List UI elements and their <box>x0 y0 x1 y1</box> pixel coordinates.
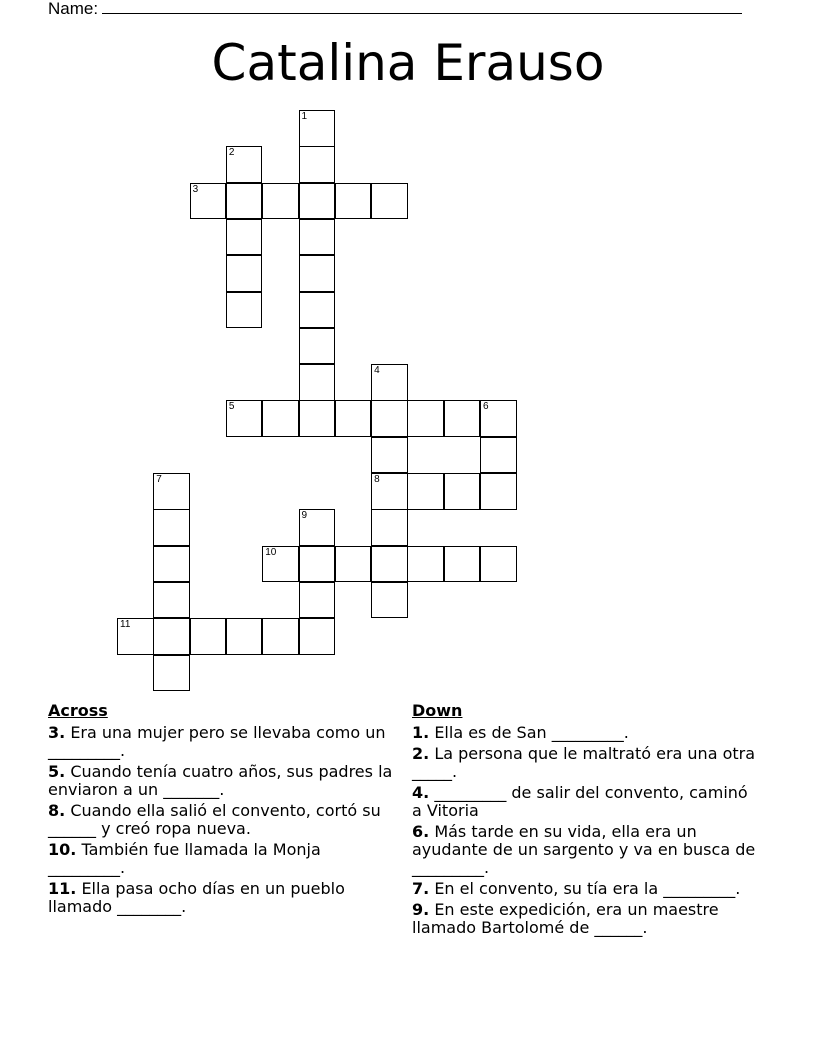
clue-number: 4. <box>412 783 430 802</box>
clue-number: 9. <box>412 900 430 919</box>
grid-cell[interactable] <box>299 292 336 329</box>
page-title: Catalina Erauso <box>211 34 605 92</box>
clue-number: 1. <box>412 723 430 742</box>
cell-number: 10 <box>265 546 277 558</box>
grid-cell[interactable] <box>371 437 408 474</box>
grid-cell[interactable] <box>335 400 372 437</box>
grid-cell[interactable] <box>407 546 444 583</box>
down-clue <box>412 880 757 898</box>
grid-cell[interactable] <box>299 183 336 220</box>
grid-cell[interactable] <box>226 183 263 220</box>
grid-cell[interactable] <box>153 473 190 510</box>
across-heading: Across <box>48 701 108 720</box>
grid-cell[interactable] <box>153 546 190 583</box>
grid-cell[interactable] <box>299 618 336 655</box>
grid-cell[interactable] <box>371 582 408 619</box>
grid-cell[interactable] <box>299 400 336 437</box>
grid-cell[interactable] <box>226 219 263 256</box>
clue-number: 3. <box>48 723 66 742</box>
grid-cell[interactable] <box>371 473 408 510</box>
down-clue <box>412 724 757 742</box>
cell-number: 2 <box>228 147 235 159</box>
clue-text: También fue llamada la Monja _________. <box>48 840 321 877</box>
cell-number: 7 <box>156 474 162 485</box>
grid-cell[interactable] <box>335 546 372 583</box>
across-clue <box>48 802 393 838</box>
grid-cell[interactable] <box>480 546 517 583</box>
clue-number: 6. <box>412 822 430 841</box>
down-heading: Down <box>412 701 463 720</box>
clue-text: En el convento, su tía era la _________. <box>434 879 741 898</box>
grid-cell[interactable] <box>444 473 481 510</box>
grid-cell[interactable] <box>226 292 263 329</box>
grid-cell[interactable] <box>190 183 227 220</box>
grid-cell[interactable] <box>299 509 336 546</box>
clue-text: _________ de salir del convento, caminó a Vitoria <box>412 783 748 820</box>
grid-cell[interactable] <box>371 546 408 583</box>
clue-text: Cuando ella salió el convento, cortó su ______ y creó ropa nueva. <box>48 801 381 838</box>
grid-cell[interactable] <box>407 400 444 437</box>
grid-cell[interactable] <box>480 400 517 437</box>
grid-cell[interactable] <box>190 618 227 655</box>
grid-cell[interactable] <box>299 582 336 619</box>
grid-cell[interactable] <box>262 400 299 437</box>
grid-cell[interactable] <box>299 110 336 147</box>
clue-text: En este expedición, era un maestre llamado Bartolomé de ______. <box>412 900 719 937</box>
down-clue <box>412 901 757 937</box>
grid-cell[interactable] <box>299 364 336 401</box>
grid-cell[interactable] <box>299 328 336 365</box>
grid-cell[interactable] <box>262 183 299 220</box>
clue-number: 2. <box>412 744 430 763</box>
grid-cell[interactable] <box>371 509 408 546</box>
across-clue <box>48 763 393 799</box>
grid-cell[interactable] <box>407 473 444 510</box>
down-clues <box>412 702 757 940</box>
cell-number: 9 <box>301 510 308 522</box>
grid-cell[interactable] <box>262 618 299 655</box>
name-label: Name: <box>48 0 99 18</box>
cell-number: 1 <box>301 111 308 122</box>
across-clue <box>48 724 393 760</box>
grid-cell[interactable] <box>226 400 263 437</box>
grid-cell[interactable] <box>444 546 481 583</box>
grid-cell[interactable] <box>262 546 299 583</box>
grid-cell[interactable] <box>299 146 336 183</box>
clue-text: Ella pasa ocho días en un pueblo llamado ________. <box>48 879 345 916</box>
clue-number: 10. <box>48 840 77 859</box>
across-clue <box>48 880 393 916</box>
clue-number: 11. <box>48 879 77 898</box>
cell-number: 8 <box>374 474 380 485</box>
cell-number: 3 <box>192 183 199 195</box>
down-clue <box>412 823 757 877</box>
grid-cell[interactable] <box>299 255 336 292</box>
clue-text: Cuando tenía cuatro años, sus padres la enviaron a un _______. <box>48 762 393 799</box>
grid-cell[interactable] <box>371 364 408 401</box>
clue-text: Era una mujer pero se llevaba como un _________. <box>48 723 386 760</box>
grid-cell[interactable] <box>299 546 336 583</box>
grid-cell[interactable] <box>153 509 190 546</box>
clue-text: La persona que le maltrató era una otra _____. <box>412 744 756 781</box>
down-clue <box>412 745 757 781</box>
grid-cell[interactable] <box>226 255 263 292</box>
grid-cell[interactable] <box>444 400 481 437</box>
cell-number: 6 <box>483 401 489 413</box>
clue-number: 8. <box>48 801 66 820</box>
grid-cell[interactable] <box>226 146 263 183</box>
down-clue <box>412 784 757 820</box>
grid-cell[interactable] <box>371 183 408 220</box>
grid-cell[interactable] <box>299 219 336 256</box>
grid-cell[interactable] <box>480 437 517 474</box>
cell-number: 5 <box>228 401 235 413</box>
clue-number: 7. <box>412 879 430 898</box>
grid-cell[interactable] <box>480 473 517 510</box>
clue-number: 5. <box>48 762 66 781</box>
cell-number: 11 <box>120 619 131 631</box>
cell-number: 4 <box>374 365 380 377</box>
across-clues <box>48 702 393 919</box>
grid-cell[interactable] <box>335 183 372 220</box>
clue-text: Más tarde en su vida, ella era un ayudante de un sargento y va en busca de _________. <box>412 822 756 877</box>
across-clue <box>48 841 393 877</box>
grid-cell[interactable] <box>153 618 190 655</box>
grid-cell[interactable] <box>153 582 190 619</box>
grid-cell[interactable] <box>117 618 154 655</box>
grid-cell[interactable] <box>371 400 408 437</box>
grid-cell[interactable] <box>153 655 190 692</box>
grid-cell[interactable] <box>226 618 263 655</box>
clue-text: Ella es de San _________. <box>434 723 629 742</box>
